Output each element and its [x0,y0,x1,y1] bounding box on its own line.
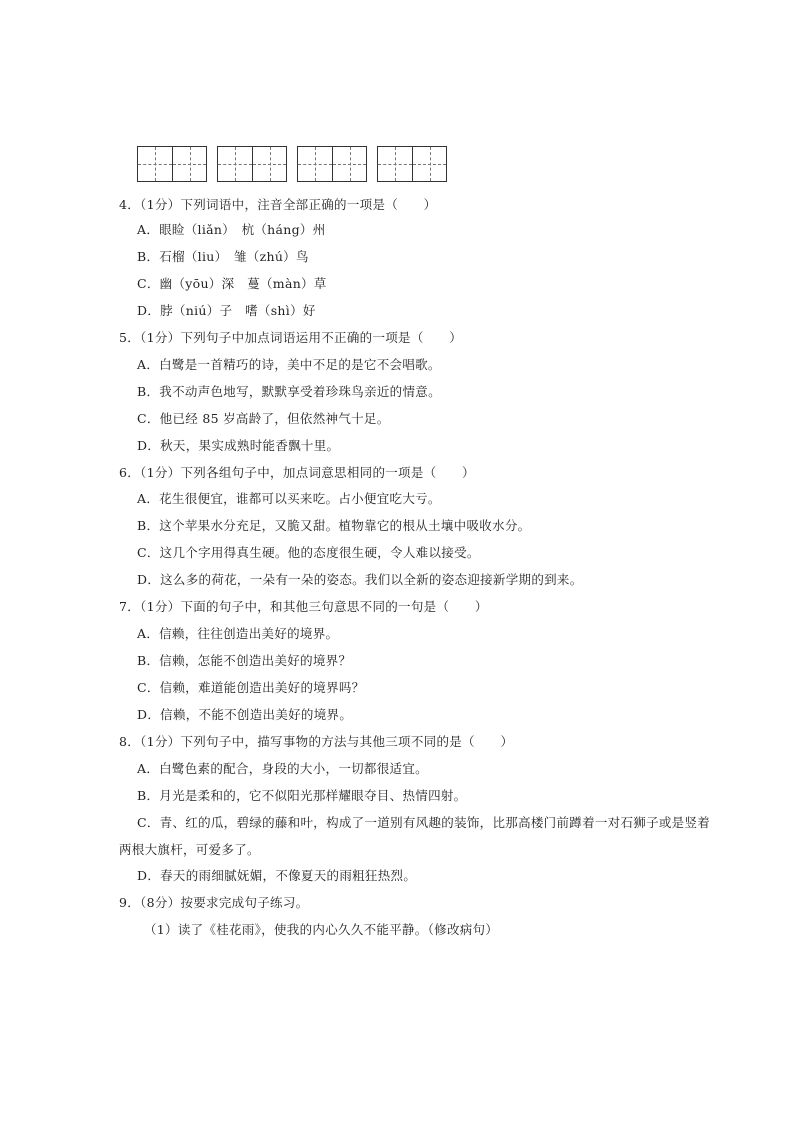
question-6-stem: 6．（1分）下列各组句子中，加点词意思相同的一项是（ ） [119,465,475,480]
question-8-stem: 8．（1分）下列句子中，描写事物的方法与其他三项不同的是（ ） [119,734,514,749]
question-7-option-d[interactable]: D．信赖，不能不创造出美好的境界。 [137,707,353,722]
question-4-option-b[interactable]: B．石榴（liu） 雏（zhú）鸟 [137,249,309,264]
writing-grid-3[interactable] [297,146,367,182]
question-5-option-a[interactable]: A．白鹭是一首精巧的诗，美中不足的是它不会唱歌。 [137,357,441,372]
question-8-option-c-continued: 两根大旗杆，可爱多了。 [119,842,260,857]
question-5-option-b[interactable]: B．我不动声色地写，默默享受着珍珠鸟亲近的情意。 [137,384,441,399]
question-7-option-b[interactable]: B．信赖，怎能不创造出美好的境界？ [137,653,352,668]
question-8-option-d[interactable]: D．春天的雨细腻妩媚，不像夏天的雨粗狂热烈。 [137,868,417,883]
question-8-option-c[interactable]: C．青、红的瓜，碧绿的藤和叶，构成了一道别有风趣的装饰，比那高楼门前蹲着一对石狮子或是竖着 [137,815,711,830]
question-7-stem: 7．（1分）下面的句子中，和其他三句意思不同的一句是（ ） [119,599,488,614]
question-7-option-a[interactable]: A．信赖，往往创造出美好的境界。 [137,626,339,641]
question-6-option-a[interactable]: A．花生很便宜，谁都可以买来吃。占小便宜吃大亏。 [137,491,441,506]
question-6-option-c[interactable]: C．这几个字用得真生硬。他的态度很生硬，令人难以接受。 [137,545,480,560]
writing-grid-2[interactable] [217,146,287,182]
question-7-option-c[interactable]: C．信赖，难道能创造出美好的境界吗？ [137,680,365,695]
question-8-option-a[interactable]: A．白鹭色素的配合，身段的大小，一切都很适宜。 [137,761,428,776]
writing-grids [137,146,447,182]
question-9-stem: 9．（8分）按要求完成句子练习。 [119,895,309,910]
question-9-sub-1: （1）读了《桂花雨》，使我的内心久久不能平静。（修改病句） [144,922,499,937]
question-5-stem: 5．（1分）下列句子中加点词语运用不正确的一项是（ ） [119,330,463,345]
question-4-option-d[interactable]: D．脖（niú）子 嗜（shì）好 [137,303,316,318]
question-5-option-d[interactable]: D．秋天，果实成熟时能香飘十里。 [137,438,340,453]
question-5-option-c[interactable]: C．他已经 85 岁高龄了，但依然神气十足。 [137,411,390,426]
question-6-option-b[interactable]: B．这个苹果水分充足，又脆又甜。植物靠它的根从土壤中吸收水分。 [137,518,531,533]
writing-grid-4[interactable] [377,146,447,182]
question-8-option-b[interactable]: B．月光是柔和的，它不似阳光那样耀眼夺目、热情四射。 [137,788,467,803]
question-4-stem: 4．（1分）下列词语中，注音全部正确的一项是（ ） [119,197,437,212]
question-4-option-c[interactable]: C．幽（yōu）深 蔓（màn）草 [137,276,327,291]
question-6-option-d[interactable]: D．这么多的荷花，一朵有一朵的姿态。我们以全新的姿态迎接新学期的到来。 [137,572,583,587]
question-4-option-a[interactable]: A．眼睑（liǎn） 杭（háng）州 [137,222,326,237]
writing-grid-1[interactable] [137,146,207,182]
